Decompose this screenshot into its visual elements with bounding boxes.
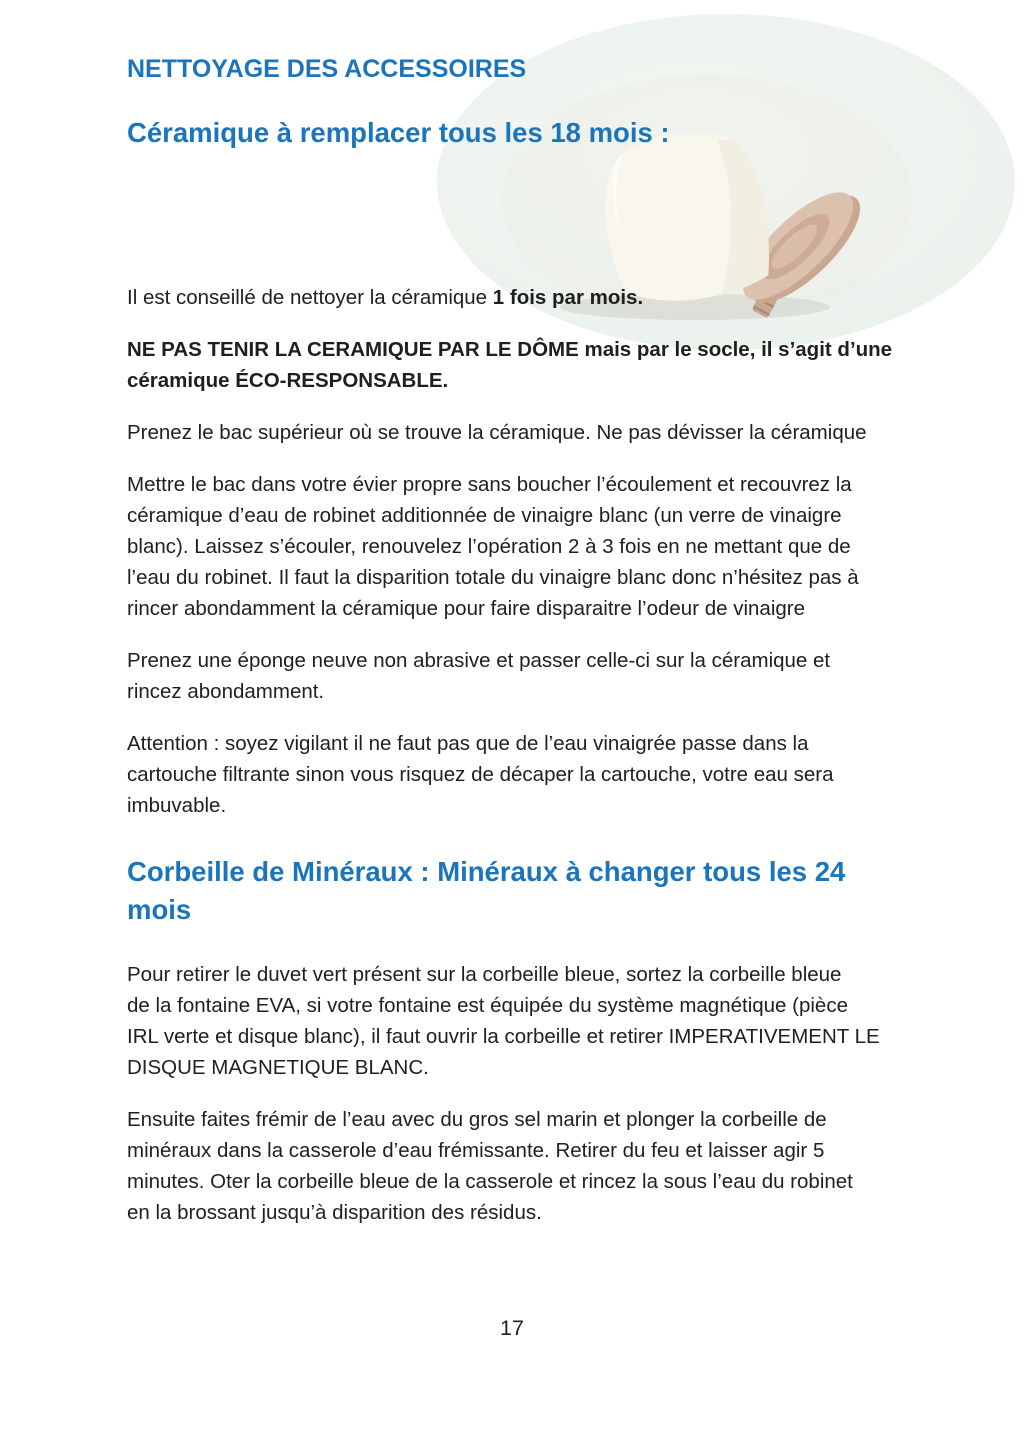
- text-line: rincez abondamment.: [127, 680, 325, 703]
- paragraph-dome-warning: [127, 334, 939, 396]
- text-line: en la brossant jusqu’à disparition des résidus.: [127, 1201, 542, 1224]
- text-run-bold: 1 fois par mois.: [492, 286, 644, 309]
- text-line: Pour retirer le duvet vert présent sur la corbeille bleue, sortez la corbeille bleue: [127, 963, 842, 986]
- paragraph-sponge: [127, 645, 939, 707]
- paragraph-remove-tray: [127, 417, 939, 448]
- text-line: minéraux dans la casserole d’eau frémissante. Retirer du feu et laisser agir 5: [127, 1139, 825, 1162]
- paragraph-vinegar-procedure: [127, 469, 939, 624]
- text-line: céramique ÉCO-RESPONSABLE.: [127, 369, 449, 392]
- paragraph-attention-cartridge: [127, 728, 939, 821]
- paragraph-clean-frequency: [127, 282, 939, 313]
- text-line: blanc). Laissez s’écouler, renouvelez l’opération 2 à 3 fois en ne mettant que de: [127, 535, 851, 558]
- heading-line: mois: [127, 894, 192, 925]
- subsection-title-ceramique: Céramique à remplacer tous les 18 mois :: [127, 117, 670, 148]
- photo-spacer: [127, 150, 939, 282]
- text-line: céramique d’eau de robinet additionnée de vinaigre blanc (un verre de vinaigre: [127, 504, 842, 527]
- text-run: Il est conseillé de nettoyer la céramique: [127, 286, 493, 309]
- text-line: Prenez le bac supérieur où se trouve la céramique. Ne pas dévisser la céramique: [127, 421, 867, 444]
- text-line: Mettre le bac dans votre évier propre sans boucher l’écoulement et recouvrez la: [127, 473, 852, 496]
- text-line: Attention : soyez vigilant il ne faut pas que de l’eau vinaigrée passe dans la: [127, 732, 809, 755]
- text-line: imbuvable.: [127, 794, 227, 817]
- text-line: l’eau du robinet. Il faut la disparition totale du vinaigre blanc donc n’hésitez pas à: [127, 566, 859, 589]
- text-line: DISQUE MAGNETIQUE BLANC.: [127, 1056, 429, 1079]
- text-line: Prenez une éponge neuve non abrasive et passer celle-ci sur la céramique et: [127, 649, 831, 672]
- page-number: 17: [500, 1316, 524, 1340]
- text-line: NE PAS TENIR LA CERAMIQUE PAR LE DÔME mais par le socle, il s’agit d’une: [127, 338, 893, 361]
- paragraph-salt-boil: [127, 1104, 939, 1228]
- paragraph-remove-green-fuzz: [127, 959, 939, 1083]
- text-line: de la fontaine EVA, si votre fontaine est équipée du système magnétique (pièce: [127, 994, 848, 1017]
- section-title: NETTOYAGE DES ACCESSOIRES: [127, 55, 527, 83]
- subsection-title-mineraux: [127, 853, 939, 929]
- document-body: [127, 55, 939, 1249]
- text-line: IRL verte et disque blanc), il faut ouvrir la corbeille et retirer IMPERATIVEMENT LE: [127, 1025, 880, 1048]
- text-line: Ensuite faites frémir de l’eau avec du gros sel marin et plonger la corbeille de: [127, 1108, 827, 1131]
- text-line: minutes. Oter la corbeille bleue de la casserole et rincez la sous l’eau du robinet: [127, 1170, 853, 1193]
- text-line: rincer abondamment la céramique pour faire disparaitre l’odeur de vinaigre: [127, 597, 806, 620]
- heading-line: Corbeille de Minéraux : Minéraux à changer tous les 24: [127, 856, 846, 887]
- text-line: cartouche filtrante sinon vous risquez de décaper la cartouche, votre eau sera: [127, 763, 834, 786]
